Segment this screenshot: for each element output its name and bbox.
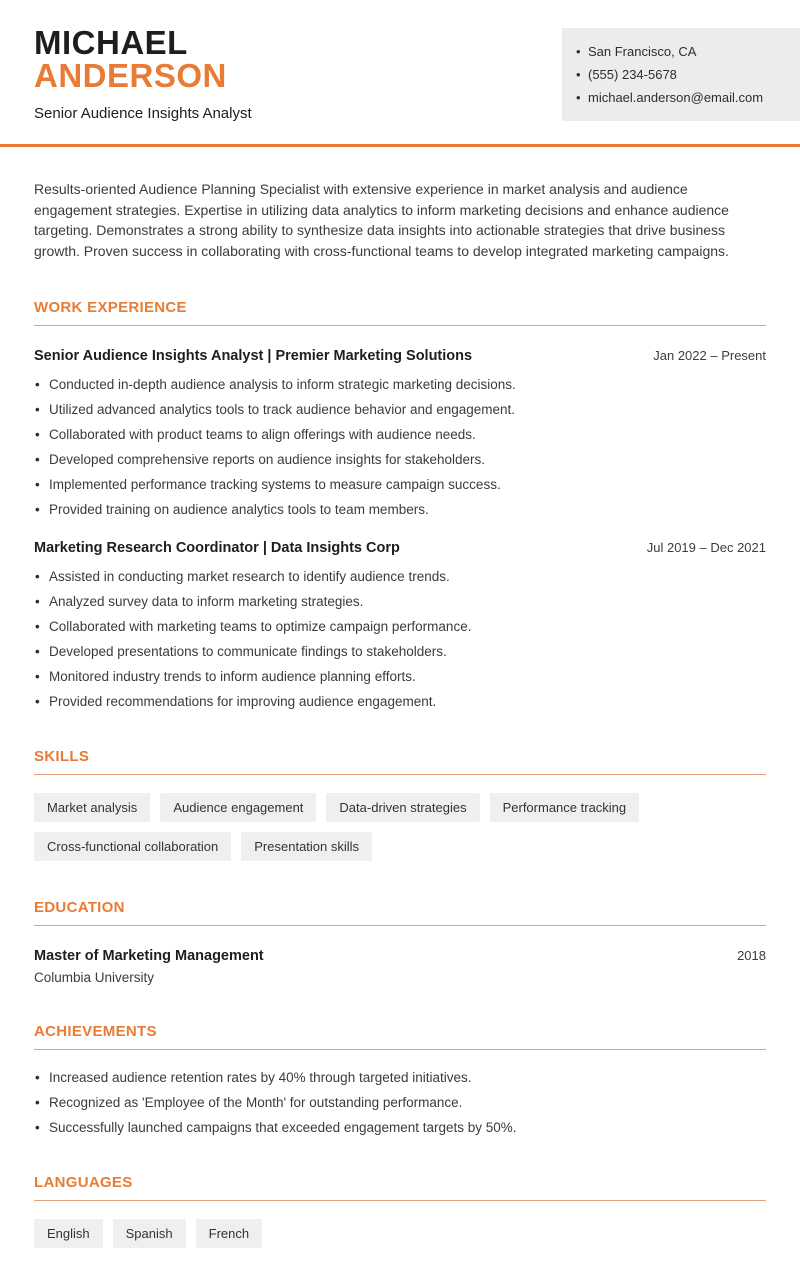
section-achievements bbox=[34, 1023, 766, 1136]
skill-tag: Data-driven strategies bbox=[326, 793, 479, 822]
header-divider bbox=[0, 144, 800, 147]
first-name: MICHAEL bbox=[34, 24, 188, 61]
education-year: 2018 bbox=[737, 948, 766, 963]
job-title-company: Marketing Research Coordinator | Data Insights Corp bbox=[34, 540, 400, 556]
section-work-experience bbox=[34, 299, 766, 710]
job-entry bbox=[34, 348, 766, 518]
bullet-item: • Developed comprehensive reports on audience insights for stakeholders. bbox=[34, 452, 766, 468]
bullet-item: • Developed presentations to communicate findings to stakeholders. bbox=[34, 644, 766, 660]
skill-tag: Performance tracking bbox=[490, 793, 640, 822]
contact-location: • San Francisco, CA bbox=[576, 40, 784, 63]
job-header bbox=[34, 348, 766, 364]
language-tag: English bbox=[34, 1219, 103, 1248]
skills-heading: SKILLS bbox=[34, 748, 766, 775]
bullet-item: • Implemented performance tracking systems to measure campaign success. bbox=[34, 477, 766, 493]
languages-tag-list bbox=[34, 1219, 766, 1248]
bullet-item: • Provided recommendations for improving audience engagement. bbox=[34, 694, 766, 710]
bullet-item: • Analyzed survey data to inform marketing strategies. bbox=[34, 594, 766, 610]
achievements-list bbox=[34, 1070, 766, 1136]
education-heading: EDUCATION bbox=[34, 899, 766, 926]
job-bullet-list bbox=[34, 377, 766, 518]
bullet-item: • Conducted in-depth audience analysis to inform strategic marketing decisions. bbox=[34, 377, 766, 393]
skill-tag: Audience engagement bbox=[160, 793, 316, 822]
bullet-item: • Increased audience retention rates by 40% through targeted initiatives. bbox=[34, 1070, 766, 1086]
summary-paragraph: Results-oriented Audience Planning Specialist with extensive experience in market analysis and audience engagement strategies. Expertise in utilizing data analytics to inform marketing decisions and enhance audience targeting. Demonstrates a strong ability to synthesize data insights into actionable strategies that drive business growth. Proven success in collaborating with cross-functional teams to develop integrated marketing campaigns. bbox=[34, 181, 729, 259]
section-education bbox=[34, 899, 766, 985]
skill-tag: Market analysis bbox=[34, 793, 150, 822]
education-entry bbox=[34, 948, 766, 985]
job-title-company: Senior Audience Insights Analyst | Premier Marketing Solutions bbox=[34, 348, 473, 364]
section-skills bbox=[34, 748, 766, 861]
bullet-item: • Collaborated with product teams to align offerings with audience needs. bbox=[34, 427, 766, 443]
languages-heading: LANGUAGES bbox=[34, 1174, 766, 1201]
education-school: Columbia University bbox=[34, 970, 155, 985]
last-name: ANDERSON bbox=[34, 57, 227, 94]
skills-tag-list bbox=[34, 793, 766, 861]
job-bullet-list bbox=[34, 569, 766, 710]
job-header bbox=[34, 540, 766, 556]
bullet-item: • Recognized as 'Employee of the Month' for outstanding performance. bbox=[34, 1095, 766, 1111]
section-languages bbox=[34, 1174, 766, 1248]
skill-tag: Presentation skills bbox=[241, 832, 372, 861]
skill-tag: Cross-functional collaboration bbox=[34, 832, 231, 861]
resume-header bbox=[0, 0, 800, 122]
contact-box bbox=[562, 28, 800, 121]
bullet-item: • Assisted in conducting market research to identify audience trends. bbox=[34, 569, 766, 585]
achievements-heading: ACHIEVEMENTS bbox=[34, 1023, 766, 1050]
language-tag: Spanish bbox=[113, 1219, 186, 1248]
bullet-item: • Monitored industry trends to inform audience planning efforts. bbox=[34, 669, 766, 685]
headline-title: Senior Audience Insights Analyst bbox=[34, 105, 252, 122]
resume-body bbox=[0, 179, 800, 1278]
work-experience-heading: WORK EXPERIENCE bbox=[34, 299, 766, 326]
bullet-item: • Utilized advanced analytics tools to track audience behavior and engagement. bbox=[34, 402, 766, 418]
bullet-item: • Successfully launched campaigns that exceeded engagement targets by 50%. bbox=[34, 1120, 766, 1136]
job-dates: Jan 2022 – Present bbox=[653, 348, 766, 363]
job-dates: Jul 2019 – Dec 2021 bbox=[646, 540, 766, 555]
job-entry bbox=[34, 540, 766, 710]
contact-phone: • (555) 234-5678 bbox=[576, 63, 784, 86]
language-tag: French bbox=[196, 1219, 262, 1248]
education-header bbox=[34, 948, 766, 964]
bullet-item: • Collaborated with marketing teams to optimize campaign performance. bbox=[34, 619, 766, 635]
education-degree: Master of Marketing Management bbox=[34, 948, 264, 964]
contact-email: • michael.anderson@email.com bbox=[576, 86, 784, 109]
bullet-item: • Provided training on audience analytics tools to team members. bbox=[34, 502, 766, 518]
